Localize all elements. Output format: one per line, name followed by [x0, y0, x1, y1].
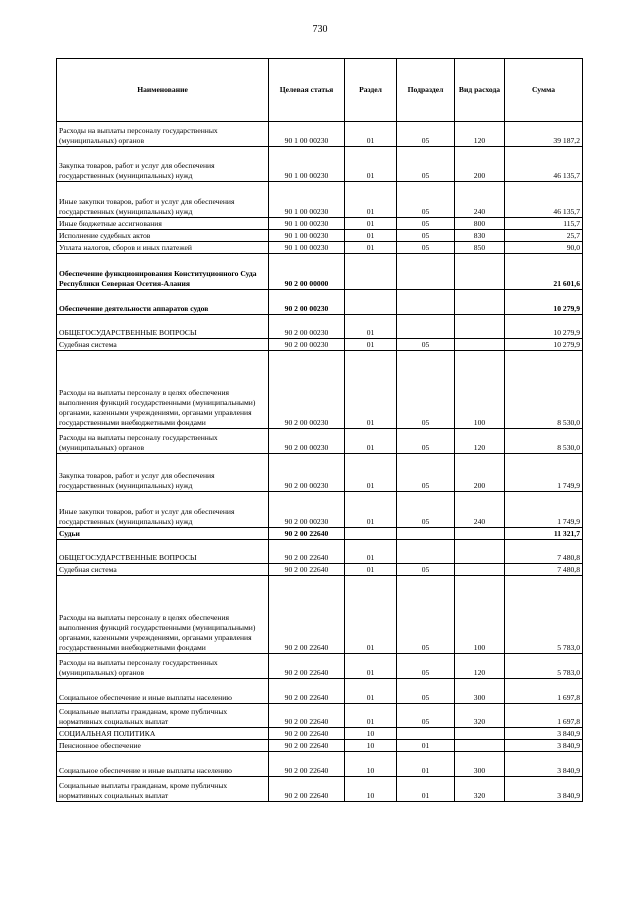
header-subsection: Подраздел — [397, 59, 455, 122]
table-row — [57, 728, 583, 740]
cell-section — [345, 254, 397, 290]
cell-expense-type — [455, 315, 505, 339]
cell-amount: 115,7 — [505, 218, 583, 230]
cell-expense-type — [455, 339, 505, 351]
cell-code: 90 2 00 22640 — [269, 704, 345, 728]
cell-name: Исполнение судебных актов — [57, 230, 269, 242]
cell-code: 90 2 00 22640 — [269, 728, 345, 740]
cell-expense-type: 300 — [455, 752, 505, 777]
table-row — [57, 315, 583, 339]
cell-code: 90 2 00 00230 — [269, 454, 345, 492]
cell-expense-type: 100 — [455, 351, 505, 429]
cell-subsection — [397, 315, 455, 339]
cell-expense-type: 850 — [455, 242, 505, 254]
cell-subsection — [397, 540, 455, 564]
cell-code: 90 2 00 00230 — [269, 315, 345, 339]
cell-section: 01 — [345, 242, 397, 254]
cell-subsection: 01 — [397, 752, 455, 777]
header-amount: Сумма — [505, 59, 583, 122]
cell-subsection: 05 — [397, 492, 455, 528]
cell-code: 90 2 00 22640 — [269, 752, 345, 777]
cell-name: Судьи — [57, 528, 269, 540]
table-row — [57, 122, 583, 147]
header-name: Наименование — [57, 59, 269, 122]
cell-amount: 46 135,7 — [505, 182, 583, 218]
cell-section: 01 — [345, 492, 397, 528]
cell-expense-type — [455, 254, 505, 290]
cell-name: Социальные выплаты гражданам, кроме публичных нормативных социальных выплат — [57, 777, 269, 802]
cell-section: 01 — [345, 351, 397, 429]
cell-name: Социальные выплаты гражданам, кроме публичных нормативных социальных выплат — [57, 704, 269, 728]
cell-code: 90 2 00 00230 — [269, 351, 345, 429]
cell-name: Иные закупки товаров, работ и услуг для обеспечения государственных (муниципальных) нужд — [57, 182, 269, 218]
cell-expense-type — [455, 740, 505, 752]
cell-name: ОБЩЕГОСУДАРСТВЕННЫЕ ВОПРОСЫ — [57, 540, 269, 564]
page-number: 730 — [312, 24, 328, 35]
cell-subsection: 05 — [397, 147, 455, 182]
cell-name: Закупка товаров, работ и услуг для обеспечения государственных (муниципальных) нужд — [57, 147, 269, 182]
cell-name: Судебная система — [57, 339, 269, 351]
cell-code: 90 2 00 00230 — [269, 290, 345, 315]
cell-amount: 11 321,7 — [505, 528, 583, 540]
cell-subsection: 05 — [397, 576, 455, 654]
header-expense-type: Вид расхода — [455, 59, 505, 122]
cell-code: 90 2 00 22640 — [269, 576, 345, 654]
cell-section: 01 — [345, 122, 397, 147]
cell-amount: 8 530,0 — [505, 351, 583, 429]
cell-name: Пенсионное обеспечение — [57, 740, 269, 752]
cell-code: 90 2 00 00230 — [269, 492, 345, 528]
cell-amount: 7 480,8 — [505, 540, 583, 564]
cell-name: Расходы на выплаты персоналу государственных (муниципальных) органов — [57, 429, 269, 454]
table-row — [57, 704, 583, 728]
table-row — [57, 339, 583, 351]
cell-expense-type — [455, 540, 505, 564]
cell-name: Расходы на выплаты персоналу государственных (муниципальных) органов — [57, 654, 269, 679]
table-body — [57, 122, 583, 802]
cell-section: 01 — [345, 230, 397, 242]
table-row — [57, 679, 583, 704]
cell-section: 10 — [345, 740, 397, 752]
cell-section: 01 — [345, 218, 397, 230]
cell-section: 10 — [345, 752, 397, 777]
cell-name: Иные бюджетные ассигнования — [57, 218, 269, 230]
cell-section: 01 — [345, 182, 397, 218]
cell-expense-type: 100 — [455, 576, 505, 654]
cell-section: 01 — [345, 564, 397, 576]
cell-expense-type — [455, 290, 505, 315]
cell-subsection: 05 — [397, 564, 455, 576]
cell-name: Социальное обеспечение и иные выплаты населению — [57, 679, 269, 704]
cell-amount: 39 187,2 — [505, 122, 583, 147]
cell-subsection: 05 — [397, 339, 455, 351]
table-row — [57, 254, 583, 290]
table-row — [57, 528, 583, 540]
cell-subsection: 05 — [397, 230, 455, 242]
table-row — [57, 290, 583, 315]
cell-section: 01 — [345, 315, 397, 339]
cell-expense-type: 120 — [455, 122, 505, 147]
cell-code: 90 2 00 22640 — [269, 528, 345, 540]
table-row — [57, 242, 583, 254]
cell-name: Уплата налогов, сборов и иных платежей — [57, 242, 269, 254]
cell-section: 01 — [345, 339, 397, 351]
cell-amount: 90,0 — [505, 242, 583, 254]
cell-code: 90 1 00 00230 — [269, 230, 345, 242]
table-row — [57, 576, 583, 654]
cell-expense-type: 120 — [455, 429, 505, 454]
table-row — [57, 454, 583, 492]
budget-table — [56, 58, 583, 802]
table-row — [57, 654, 583, 679]
cell-subsection: 05 — [397, 679, 455, 704]
cell-amount: 10 279,9 — [505, 339, 583, 351]
cell-subsection: 05 — [397, 454, 455, 492]
cell-expense-type — [455, 728, 505, 740]
cell-expense-type: 830 — [455, 230, 505, 242]
cell-amount: 1 749,9 — [505, 454, 583, 492]
table-row — [57, 230, 583, 242]
cell-amount: 10 279,9 — [505, 315, 583, 339]
cell-expense-type: 300 — [455, 679, 505, 704]
cell-expense-type: 120 — [455, 654, 505, 679]
cell-subsection: 05 — [397, 182, 455, 218]
cell-subsection — [397, 728, 455, 740]
cell-code: 90 1 00 00230 — [269, 147, 345, 182]
cell-code: 90 2 00 00230 — [269, 339, 345, 351]
cell-expense-type: 240 — [455, 182, 505, 218]
cell-amount: 3 840,9 — [505, 777, 583, 802]
cell-subsection: 01 — [397, 777, 455, 802]
cell-expense-type — [455, 564, 505, 576]
cell-section — [345, 290, 397, 315]
cell-amount: 10 279,9 — [505, 290, 583, 315]
cell-amount: 25,7 — [505, 230, 583, 242]
cell-amount: 3 840,9 — [505, 752, 583, 777]
cell-section — [345, 528, 397, 540]
cell-code: 90 2 00 22640 — [269, 679, 345, 704]
cell-section: 01 — [345, 454, 397, 492]
cell-amount: 1 749,9 — [505, 492, 583, 528]
cell-name: Обеспечение функционирования Конституционного Суда Республики Северная Осетия-Алания — [57, 254, 269, 290]
cell-section: 01 — [345, 576, 397, 654]
cell-expense-type: 200 — [455, 147, 505, 182]
cell-name: СОЦИАЛЬНАЯ ПОЛИТИКА — [57, 728, 269, 740]
table-header-row — [57, 59, 583, 122]
cell-code: 90 2 00 22640 — [269, 654, 345, 679]
cell-amount: 1 697,8 — [505, 704, 583, 728]
table-row — [57, 218, 583, 230]
cell-amount: 21 601,6 — [505, 254, 583, 290]
cell-section: 01 — [345, 654, 397, 679]
cell-code: 90 2 00 22640 — [269, 777, 345, 802]
cell-subsection: 05 — [397, 429, 455, 454]
cell-code: 90 1 00 00230 — [269, 122, 345, 147]
cell-expense-type: 320 — [455, 777, 505, 802]
cell-amount: 5 783,0 — [505, 654, 583, 679]
cell-code: 90 1 00 00230 — [269, 242, 345, 254]
table-row — [57, 182, 583, 218]
cell-code: 90 2 00 22640 — [269, 540, 345, 564]
cell-name: Расходы на выплаты персоналу в целях обеспечения выполнения функций государственными (муниципальными) органами, казенными учреждениями, органами управления государственными внебюджетными фондами — [57, 576, 269, 654]
cell-amount: 8 530,0 — [505, 429, 583, 454]
cell-amount: 5 783,0 — [505, 576, 583, 654]
cell-subsection: 05 — [397, 122, 455, 147]
cell-name: Судебная система — [57, 564, 269, 576]
cell-subsection: 05 — [397, 654, 455, 679]
cell-section: 01 — [345, 679, 397, 704]
cell-expense-type — [455, 528, 505, 540]
table-row — [57, 351, 583, 429]
cell-section: 10 — [345, 728, 397, 740]
cell-section: 10 — [345, 777, 397, 802]
cell-code: 90 2 00 22640 — [269, 740, 345, 752]
cell-name: ОБЩЕГОСУДАРСТВЕННЫЕ ВОПРОСЫ — [57, 315, 269, 339]
cell-code: 90 1 00 00230 — [269, 218, 345, 230]
cell-amount: 1 697,8 — [505, 679, 583, 704]
cell-subsection: 01 — [397, 740, 455, 752]
cell-name: Обеспечение деятельности аппаратов судов — [57, 290, 269, 315]
header-code: Целевая статья — [269, 59, 345, 122]
cell-code: 90 2 00 22640 — [269, 564, 345, 576]
table-row — [57, 492, 583, 528]
cell-section: 01 — [345, 429, 397, 454]
cell-subsection: 05 — [397, 218, 455, 230]
cell-code: 90 2 00 00000 — [269, 254, 345, 290]
cell-name: Социальное обеспечение и иные выплаты населению — [57, 752, 269, 777]
cell-amount: 3 840,9 — [505, 728, 583, 740]
cell-subsection: 05 — [397, 704, 455, 728]
cell-section: 01 — [345, 147, 397, 182]
cell-subsection — [397, 254, 455, 290]
cell-name: Закупка товаров, работ и услуг для обеспечения государственных (муниципальных) нужд — [57, 454, 269, 492]
cell-amount: 46 135,7 — [505, 147, 583, 182]
cell-code: 90 2 00 00230 — [269, 429, 345, 454]
cell-code: 90 1 00 00230 — [269, 182, 345, 218]
cell-section: 01 — [345, 704, 397, 728]
cell-amount: 7 480,8 — [505, 564, 583, 576]
table-row — [57, 752, 583, 777]
table-row — [57, 429, 583, 454]
cell-subsection: 05 — [397, 242, 455, 254]
cell-expense-type: 240 — [455, 492, 505, 528]
cell-expense-type: 320 — [455, 704, 505, 728]
cell-name: Расходы на выплаты персоналу в целях обеспечения выполнения функций государственными (муниципальными) органами, казенными учреждениями, органами управления государственными внебюджетными фондами — [57, 351, 269, 429]
table-row — [57, 147, 583, 182]
cell-subsection: 05 — [397, 351, 455, 429]
header-section: Раздел — [345, 59, 397, 122]
table-row — [57, 740, 583, 752]
cell-name: Иные закупки товаров, работ и услуг для обеспечения государственных (муниципальных) нужд — [57, 492, 269, 528]
table-row — [57, 777, 583, 802]
cell-subsection — [397, 528, 455, 540]
table-row — [57, 564, 583, 576]
cell-amount: 3 840,9 — [505, 740, 583, 752]
cell-expense-type: 800 — [455, 218, 505, 230]
cell-name: Расходы на выплаты персоналу государственных (муниципальных) органов — [57, 122, 269, 147]
cell-expense-type: 200 — [455, 454, 505, 492]
cell-section: 01 — [345, 540, 397, 564]
cell-subsection — [397, 290, 455, 315]
table-row — [57, 540, 583, 564]
